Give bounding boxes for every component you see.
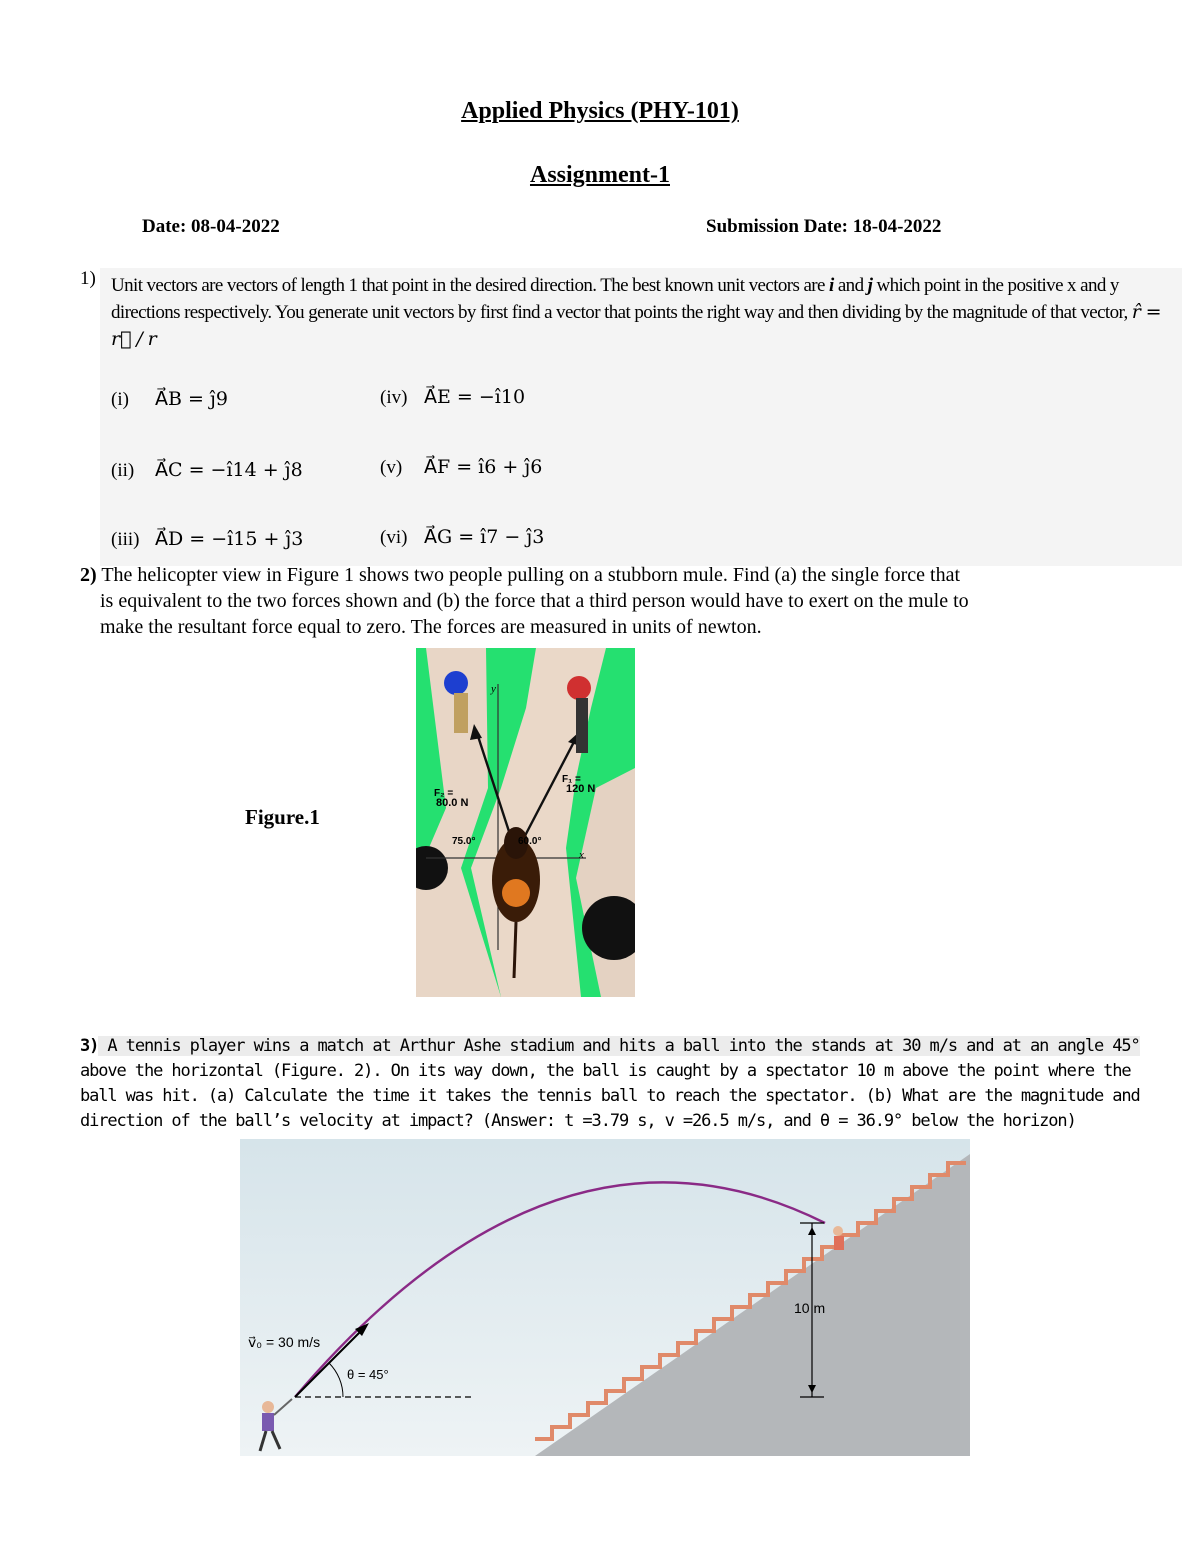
figure1-caption: Figure.1: [245, 805, 320, 829]
person-left: [444, 671, 468, 695]
assignment-title: Assignment-1: [529, 162, 670, 188]
tennis-player: [262, 1401, 274, 1413]
q1-block: [100, 268, 1182, 566]
q1-item: (i) A⃗B = ĵ9: [111, 388, 228, 410]
angle-left-label: 75.0°: [452, 836, 476, 847]
angle-right-label: 60.0°: [518, 836, 542, 847]
issue-date: Date: 08-04-2022: [142, 216, 280, 237]
f2-label: F₂ =: [434, 788, 454, 799]
q1-item: (iii) A⃗D = −î15 + ĵ3: [111, 528, 304, 550]
v0-label: v⃗₀ = 30 m/s: [248, 1334, 321, 1350]
f1-label: F₁ =: [562, 774, 581, 785]
person-right: [567, 676, 591, 700]
f1-value: 120 N: [566, 783, 596, 795]
q1-item: (v) A⃗F = î6 + ĵ6: [380, 456, 543, 478]
theta-label: θ = 45°: [347, 1367, 389, 1382]
q1-number: 1): [80, 268, 96, 289]
submission-date: Submission Date: 18-04-2022: [706, 216, 942, 237]
course-title: Applied Physics (PHY-101): [461, 98, 739, 124]
unit-vector-formula: r̂ = r⃗ / r: [111, 301, 1161, 350]
figure1-mule-diagram: [416, 648, 635, 997]
q1-item: (ii) A⃗C = −î14 + ĵ8: [111, 459, 303, 481]
spectator: [833, 1226, 843, 1236]
height-label: 10 m: [794, 1300, 826, 1316]
y-axis-label: y: [491, 683, 496, 695]
q1-text: Unit vectors are vectors of length 1 that point in the desired direction. The best known unit vectors are i and j which point in the positive x and y directions respectively. You generate unit vectors by first find a vector that points the right way and then dividing by the magnitude of that vector, r̂ = r⃗ / r: [111, 275, 1161, 350]
f2-value: 80.0 N: [436, 797, 469, 809]
q2-text: 2) The helicopter view in Figure 1 shows two people pulling on a stubborn mule. Find (a) the single force that is equivalent to the two forces shown and (b) the force that a third person would have to exert on the mule to make the resultant force equal to zero. The forces are measured in units of newton.: [80, 564, 969, 638]
q3-text: 3) A tennis player wins a match at Arthur Ashe stadium and hits a ball into the stands at 30 m/s and at an angle 45° above the horizontal (Figure. 2). On its way down, the ball is caught by a spectator 10 m above the point where the ball was hit. (a) Calculate the time it takes the tennis ball to reach the spectator. (b) What are the magnitude and direction of the ball’s velocity at impact? (Answer: t =3.79 s, v =26.5 m/s, and θ = 36.9° below the horizon): [80, 1036, 1140, 1131]
figure2-tennis-diagram: [240, 1139, 970, 1456]
q1-item: (vi) A⃗G = î7 − ĵ3: [380, 526, 545, 548]
q1-item: (iv) A⃗E = −î10: [380, 386, 526, 408]
x-axis-label: x: [579, 849, 584, 861]
